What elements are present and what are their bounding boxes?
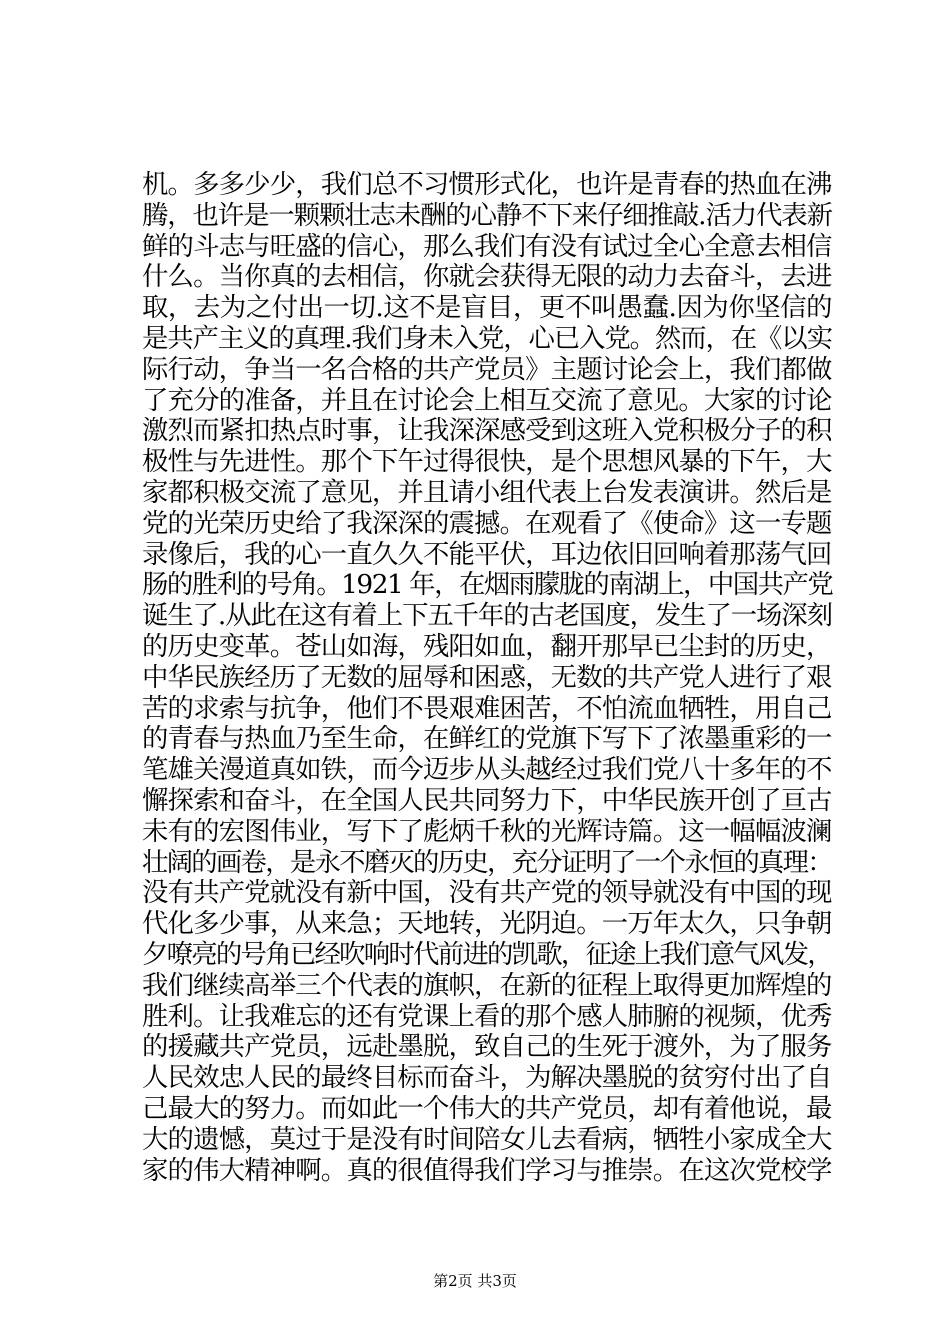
text-line: 党的光荣历史给了我深深的震撼。在观看了《使命》这一专题 xyxy=(142,507,832,539)
text-line: 的历史变革。苍山如海，残阳如血，翻开那早已尘封的历史， xyxy=(142,630,832,662)
text-line: 什么。当你真的去相信，你就会获得无限的动力去奋斗，去进 xyxy=(142,261,832,293)
text-line: 没有共产党就没有新中国，没有共产党的领导就没有中国的现 xyxy=(142,877,832,909)
text-line: 代化多少事，从来急；天地转，光阴迫。一万年太久，只争朝 xyxy=(142,908,832,940)
text-line: 取，去为之付出一切.这不是盲目，更不叫愚蠢.因为你坚信的 xyxy=(142,292,833,324)
text-line: 笔雄关漫道真如铁，而今迈步从头越经过我们党八十多年的不 xyxy=(142,754,832,786)
text-line: 激烈而紧扣热点时事，让我深深感受到这班入党积极分子的积 xyxy=(142,415,832,447)
text-line: 壮阔的画卷，是永不磨灭的历史，充分证明了一个永恒的真理： xyxy=(142,846,832,878)
text-line: 诞生了.从此在这有着上下五千年的古老国度，发生了一场深刻 xyxy=(142,600,832,632)
text-line: 己最大的努力。而如此一个伟大的共产党员，却有着他说，最 xyxy=(142,1092,832,1124)
text-line: 是共产主义的真理.我们身未入党，心已入党。然而，在《以实 xyxy=(142,322,832,354)
text-line: 的援藏共产党员，远赴墨脱，致自己的生死于渡外，为了服务 xyxy=(142,1031,832,1063)
text-line: 机。多多少少，我们总不习惯形式化，也许是青春的热血在沸 xyxy=(142,169,832,200)
text-line: 未有的宏图伟业，写下了彪炳千秋的光辉诗篇。这一幅幅波澜 xyxy=(142,815,832,847)
text-line: 家都积极交流了意见，并且请小组代表上台发表演讲。然后是 xyxy=(142,476,832,508)
text-line: 我们继续高举三个代表的旗帜，在新的征程上取得更加辉煌的 xyxy=(142,969,832,1001)
text-line: 录像后，我的心一直久久不能平伏，耳边依旧回响着那荡气回 xyxy=(142,538,832,570)
text-line: 胜利。让我难忘的还有党课上看的那个感人肺腑的视频，优秀 xyxy=(142,1000,832,1032)
text-line: 了充分的准备，并且在讨论会上相互交流了意见。大家的讨论 xyxy=(142,384,832,416)
text-line: 人民效忠人民的最终目标而奋斗，为解决墨脱的贫穷付出了自 xyxy=(142,1062,832,1094)
page-footer: 第2页 共3页 xyxy=(433,1272,517,1290)
text-line: 中华民族经历了无数的屈辱和困惑，无数的共产党人进行了艰 xyxy=(142,661,832,693)
text-line: 极性与先进性。那个下午过得很快，是个思想风暴的下午，大 xyxy=(142,446,832,478)
body-paragraph xyxy=(142,170,832,1186)
text-line: 家的伟大精神啊。真的很值得我们学习与推崇。在这次党校学 xyxy=(142,1154,832,1186)
text-line: 肠的胜利的号角。1921 年，在烟雨朦胧的南湖上，中国共产党 xyxy=(142,569,833,601)
text-line: 大的遗憾，莫过于是没有时间陪女儿去看病，牺牲小家成全大 xyxy=(142,1123,832,1155)
text-line: 腾，也许是一颗颗壮志未酬的心静不下来仔细推敲.活力代表新 xyxy=(142,199,832,231)
text-line: 苦的求索与抗争，他们不畏艰难困苦，不怕流血牺牲，用自己 xyxy=(142,692,832,724)
text-line: 夕嘹亮的号角已经吹响时代前进的凯歌，征途上我们意气风发， xyxy=(142,938,832,970)
text-line: 鲜的斗志与旺盛的信心，那么我们有没有试过全心全意去相信 xyxy=(142,230,832,262)
text-line: 懈探索和奋斗，在全国人民共同努力下，中华民族开创了亘古 xyxy=(142,784,832,816)
text-line: 的青春与热血乃至生命，在鲜红的党旗下写下了浓墨重彩的一 xyxy=(142,723,832,755)
text-line: 际行动，争当一名合格的共产党员》主题讨论会上，我们都做 xyxy=(142,353,832,385)
